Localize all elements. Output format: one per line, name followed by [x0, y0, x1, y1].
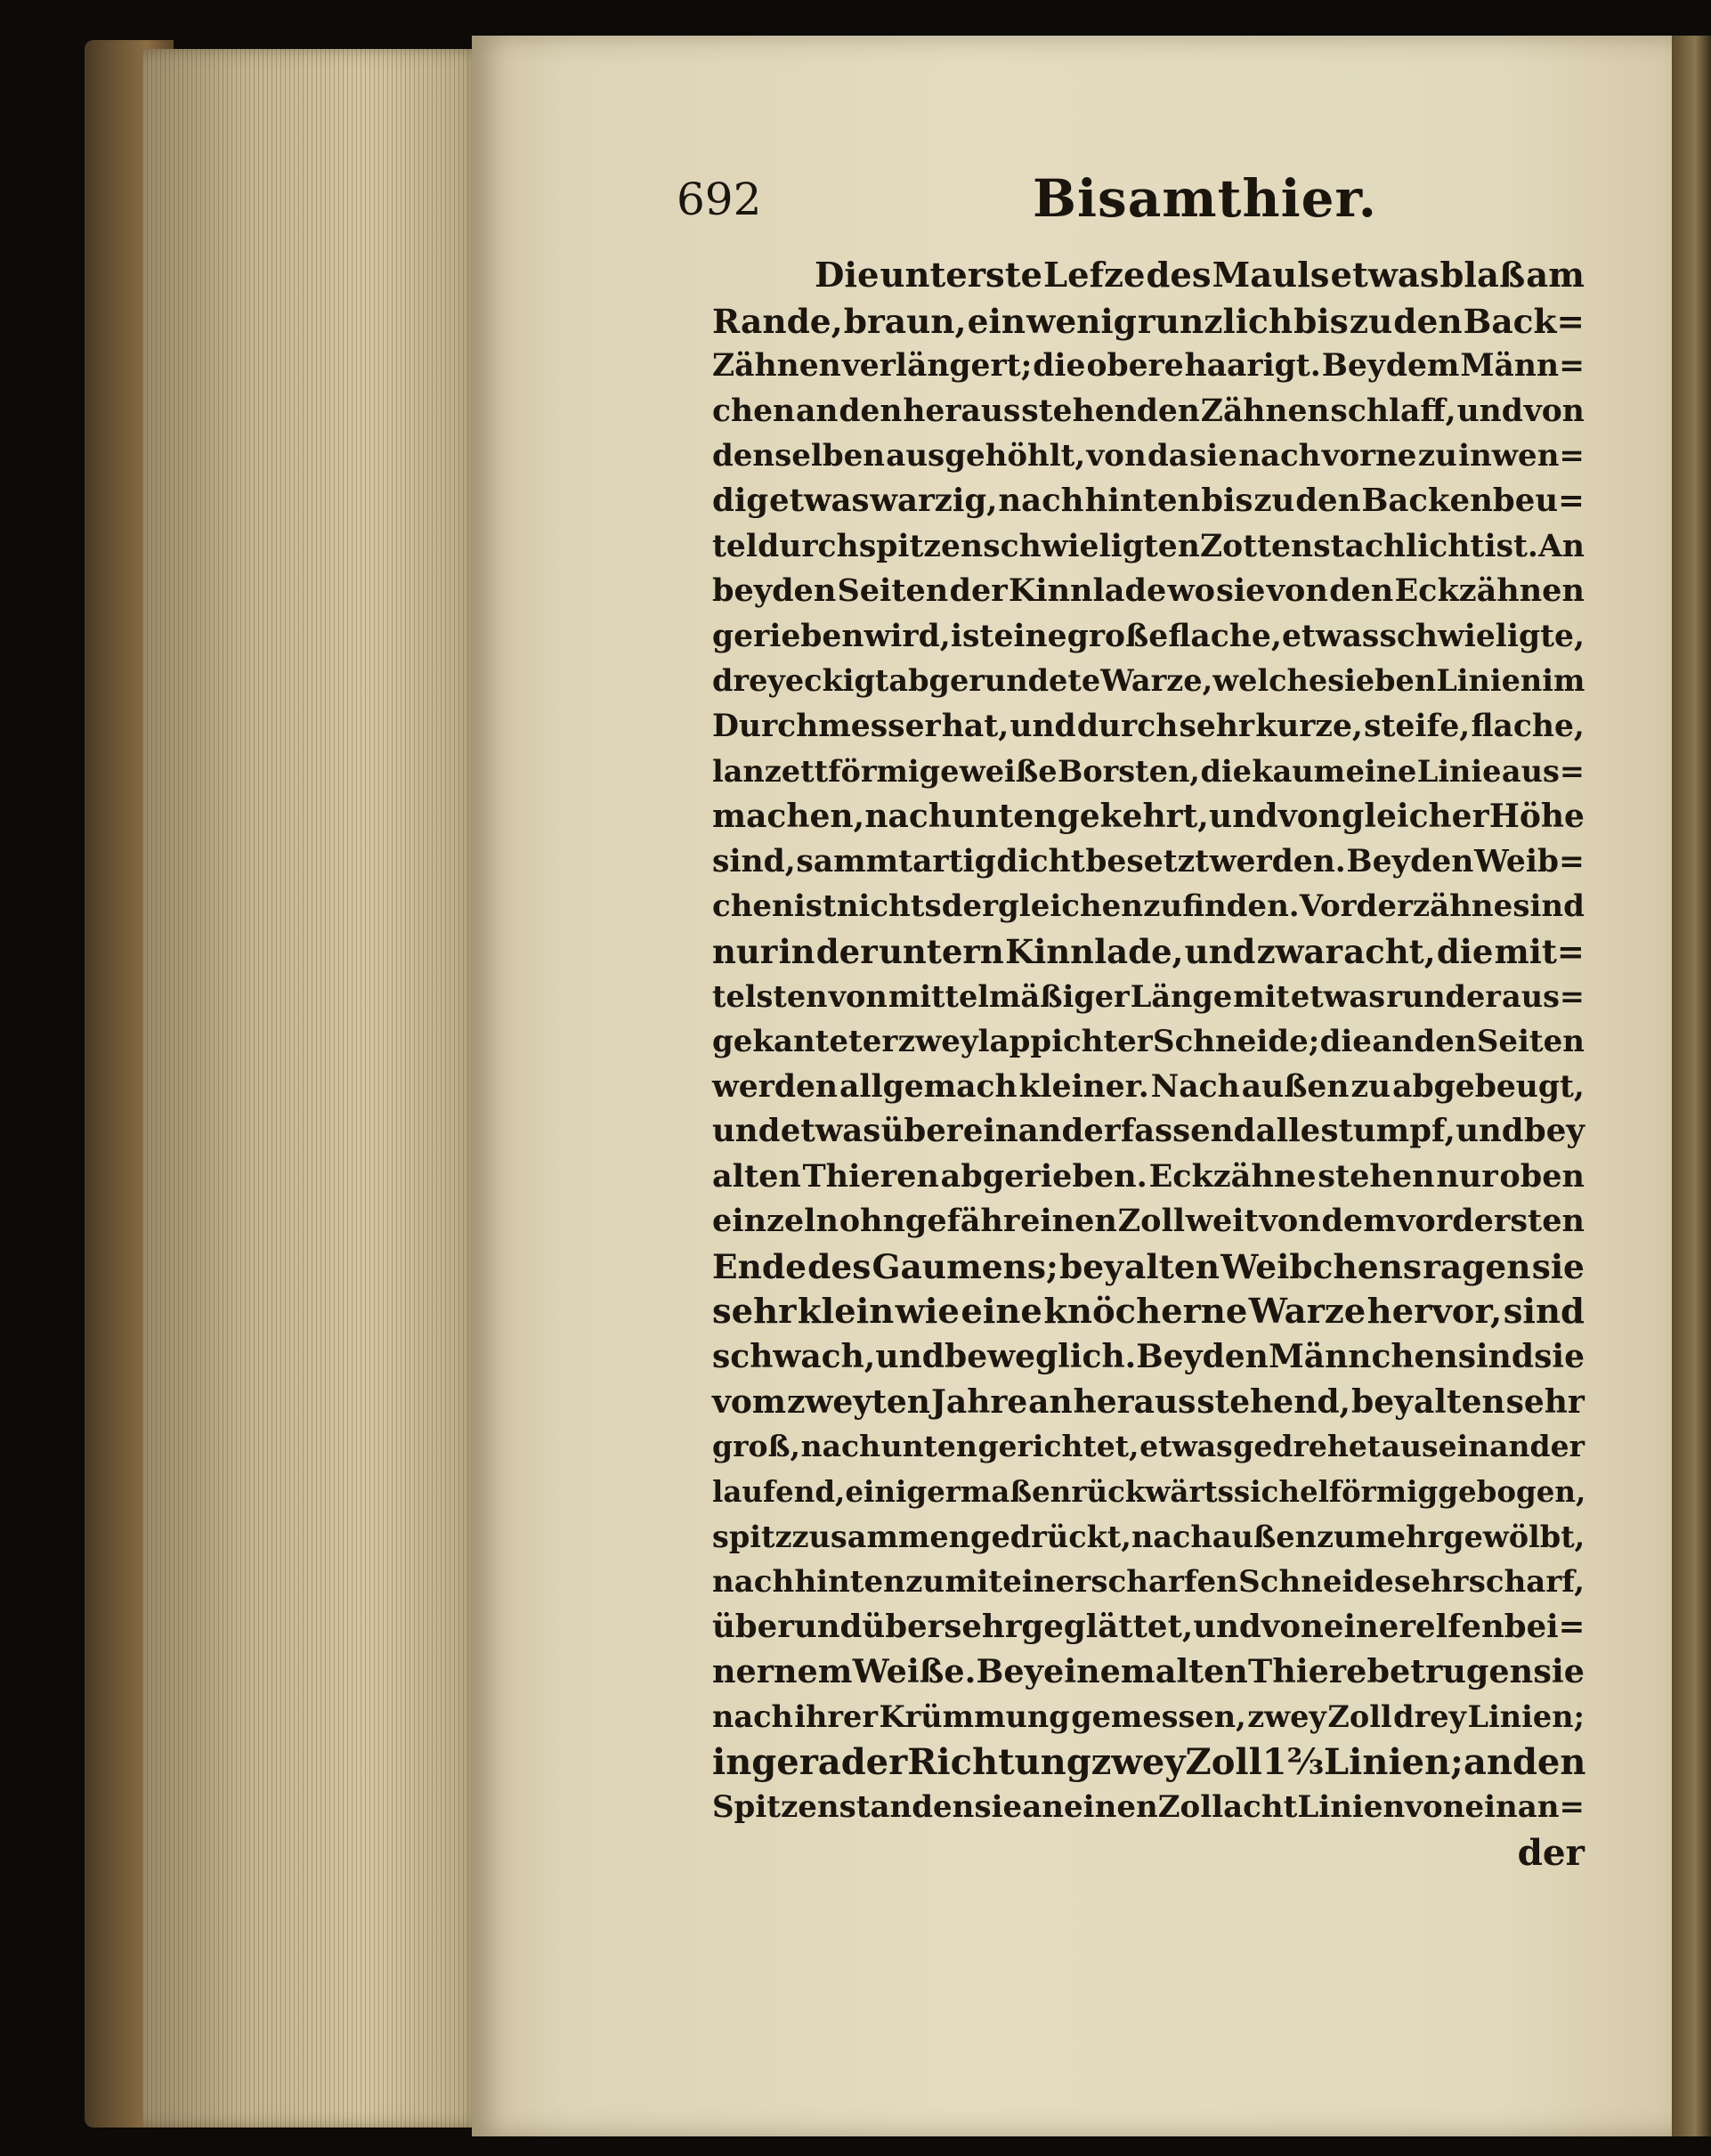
text-line: nach ihrer Krümmung gemessen, zwey Zoll drey Linien;: [712, 1699, 1585, 1734]
text-line: machen, nach unten gekehrt, und von gleicher Höhe: [712, 798, 1585, 836]
text-line: chen ist nichts dergleichen zu finden. Vorderzähne sind: [712, 888, 1585, 925]
text-line: nernem Weiße. Bey einem alten Thiere betrugen sie: [712, 1652, 1585, 1691]
text-line: lanzettförmige weiße Borsten, die kaum eine Linie aus=: [712, 753, 1585, 789]
text-line: Zähnen verlängert; die obere haarigt. Bey dem Männ=: [712, 348, 1585, 385]
page-number: 692: [677, 174, 762, 225]
text-line: Ende des Gaumens; bey alten Weibchens ragen sie: [712, 1247, 1585, 1287]
text-line: chen an den heraus stehenden Zähnen schlaff, und von: [712, 393, 1585, 429]
text-line: gekanteter zweylappichter Schneide; die an den Seiten: [712, 1024, 1585, 1060]
text-line: werden allgemach kleiner. Nach außen zu abgebeugt,: [712, 1068, 1585, 1105]
facing-page-edge: [1672, 36, 1711, 2136]
text-line: in gerader Richtung zwey Zoll 1⅔ Linien; an den: [712, 1740, 1586, 1783]
text-line: telsten von mittelmäßiger Länge mit etwas runder aus=: [712, 978, 1585, 1014]
text-line: einzeln ohngefähr einen Zoll weit von dem vordersten: [712, 1203, 1585, 1240]
running-head: Bisamthier.: [1033, 168, 1377, 229]
text-line: spitz zusammengedrückt, nach außen zu mehr gewölbt,: [712, 1519, 1585, 1554]
text-line: über und über sehr geglättet, und von einer elfenbei=: [712, 1608, 1585, 1645]
text-line: beyden Seiten der Kinnlade wo sie von den Eckzähnen: [712, 572, 1585, 610]
text-line: Spitzen standen sie an einen Zoll acht Linien von einan=: [712, 1789, 1585, 1826]
text-line: Die unterste Lefze des Mauls etwas blaß am: [815, 255, 1585, 296]
text-line: denselben ausgehöhlt, von da sie nach vorne zu inwen=: [712, 438, 1585, 474]
text-line: sind, sammtartig dicht besetzt werden. Bey den Weib=: [712, 843, 1585, 879]
text-line: laufend, einigermaßen rückwärts sichelförmig gebogen,: [712, 1474, 1586, 1510]
text-line: dreyeckigt abgerundete Warze, welche sieben Linien im: [712, 663, 1585, 699]
text-line: Rande, braun, ein wenig runzlich bis zu den Back=: [712, 301, 1585, 341]
text-line: nach hinten zu mit einer scharfen Schneide sehr scharf,: [712, 1564, 1585, 1601]
text-line: alten Thieren abgerieben. Eckzähne stehen nur oben: [712, 1157, 1585, 1195]
text-line: schwach, und beweglich. Bey den Männchen sind sie: [712, 1338, 1585, 1376]
text-line: tel durch spitzen schwieligten Zotten stachlicht ist. An: [712, 528, 1585, 564]
text-line: Durchmesser hat, und durch sehr kurze, steife, flache,: [712, 708, 1585, 744]
text-line: groß, nach unten gerichtet, etwas gedrehet auseinander: [712, 1429, 1585, 1464]
body-text: [712, 254, 1585, 1875]
page-header: [677, 168, 1567, 236]
text-line: dig etwas warzig, nach hinten bis zu den Backenbeu=: [712, 482, 1585, 519]
page-block-edges: [142, 49, 485, 2128]
text-line: und etwas über einander fassend alle stumpf, und bey: [712, 1113, 1585, 1150]
text-line: vom zweyten Jahre an heraus stehend, bey alten sehr: [712, 1382, 1585, 1421]
text-line: sehr klein wie eine knöcherne Warze hervor, sind: [712, 1291, 1585, 1332]
text-line: gerieben wird, ist eine große flache, etwas schwieligte,: [712, 618, 1585, 654]
text-line: nur in der untern Kinnlade, und zwar acht, die mit=: [712, 931, 1585, 971]
catchword: der: [1517, 1830, 1585, 1874]
